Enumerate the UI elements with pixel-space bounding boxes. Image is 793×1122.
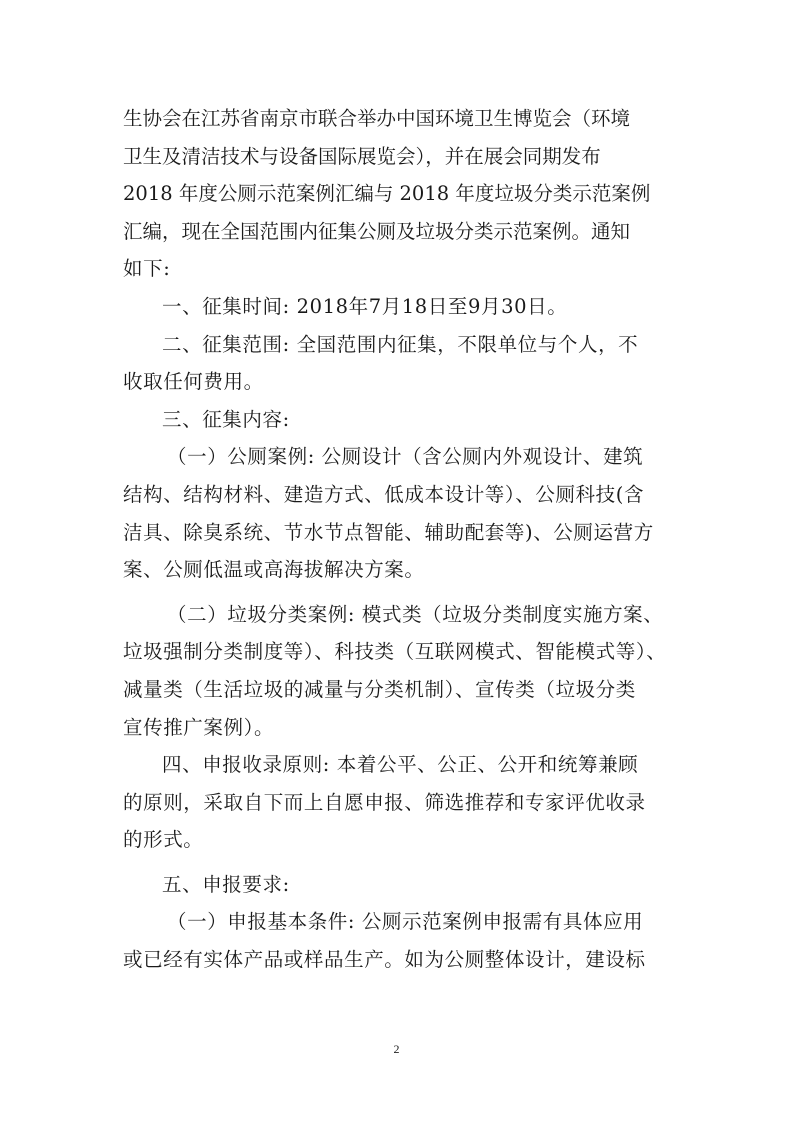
text-line [123,903,675,941]
text-line-content: 三、征集内容: [162,407,290,431]
text-line [123,326,675,364]
text-line [123,709,675,747]
paragraph [123,903,675,978]
text-line [123,476,675,514]
paragraph [123,401,675,439]
paragraph [123,596,675,746]
text-line [123,784,675,822]
text-line [123,941,675,979]
paragraph [123,746,675,859]
text-line [123,596,675,634]
text-line-content: 卫生及清洁技术与设备国际展览会），并在展会同期发布 [123,144,601,168]
text-line-content: 减量类（生活垃圾的减量与分类机制）、宣传类（垃圾分类 [123,677,636,701]
paragraph [123,288,675,326]
text-line-content: 的原则，采取自下而上自愿申报、筛选推荐和专家评优收录 [123,790,646,814]
text-line-content: 如下: [123,257,171,281]
text-line-content: 宣传推广案例）。 [123,715,275,739]
text-line-content: 洁具、除臭系统、节水节点智能、辅助配套等)、公厕运营方 [123,520,654,544]
paragraph [123,100,675,288]
text-line [123,213,675,251]
text-line-content: （一）公厕案例: 公厕设计（含公厕内外观设计、建筑 [167,445,644,469]
text-line [123,821,675,859]
paragraph [123,438,675,588]
text-line [123,100,675,138]
body-text [123,100,675,979]
text-line-content: 一、征集时间: 2018年7月18日至9月30日。 [162,294,568,318]
text-line-content: （一）申报基本条件: 公厕示范案例申报需有具体应用 [167,910,644,934]
text-line-content: 结构、结构材料、建造方式、低成本设计等）、公厕科技(含 [123,482,645,506]
text-line-content: （二）垃圾分类案例: 模式类（垃圾分类制度实施方案、 [167,602,664,626]
text-line [123,250,675,288]
text-line-content: 或已经有实体产品或样品生产。如为公厕整体设计，建设标 [123,948,646,972]
page-number: 2 [393,1042,400,1056]
text-line [123,363,675,401]
text-line [123,438,675,476]
text-line-content: 收取任何费用。 [123,370,264,394]
text-line-content: 的形式。 [123,828,204,852]
text-line-content: 生协会在江苏省南京市联合举办中国环境卫生博览会（环境 [123,107,631,130]
text-line-content: 汇编，现在全国范围内征集公厕及垃圾分类示范案例。通知 [123,219,631,243]
text-line-content: 二、征集范围: 全国范围内征集，不限单位与个人，不 [162,332,639,356]
text-line-content: 垃圾强制分类制度等）、科技类（互联网模式、智能模式等）、 [123,640,667,664]
text-line-content: 案、公厕低温或高海拔解决方案。 [123,558,425,582]
text-line [123,175,675,213]
paragraph [123,326,675,401]
text-line-content: 四、申报收录原则: 本着公平、公正、公开和统筹兼顾 [162,753,639,777]
text-line [162,401,675,439]
text-line [162,288,675,326]
text-line [162,866,675,904]
text-line [123,514,675,552]
text-line [123,551,675,589]
paragraph [123,866,675,904]
text-line [123,138,675,176]
text-line-content: 2018 年度公厕示范案例汇编与 2018 年度垃圾分类示范案例 [123,182,651,206]
text-line [123,671,675,709]
text-line [123,746,675,784]
text-line [123,633,675,671]
text-line-content: 五、申报要求: [162,872,290,896]
